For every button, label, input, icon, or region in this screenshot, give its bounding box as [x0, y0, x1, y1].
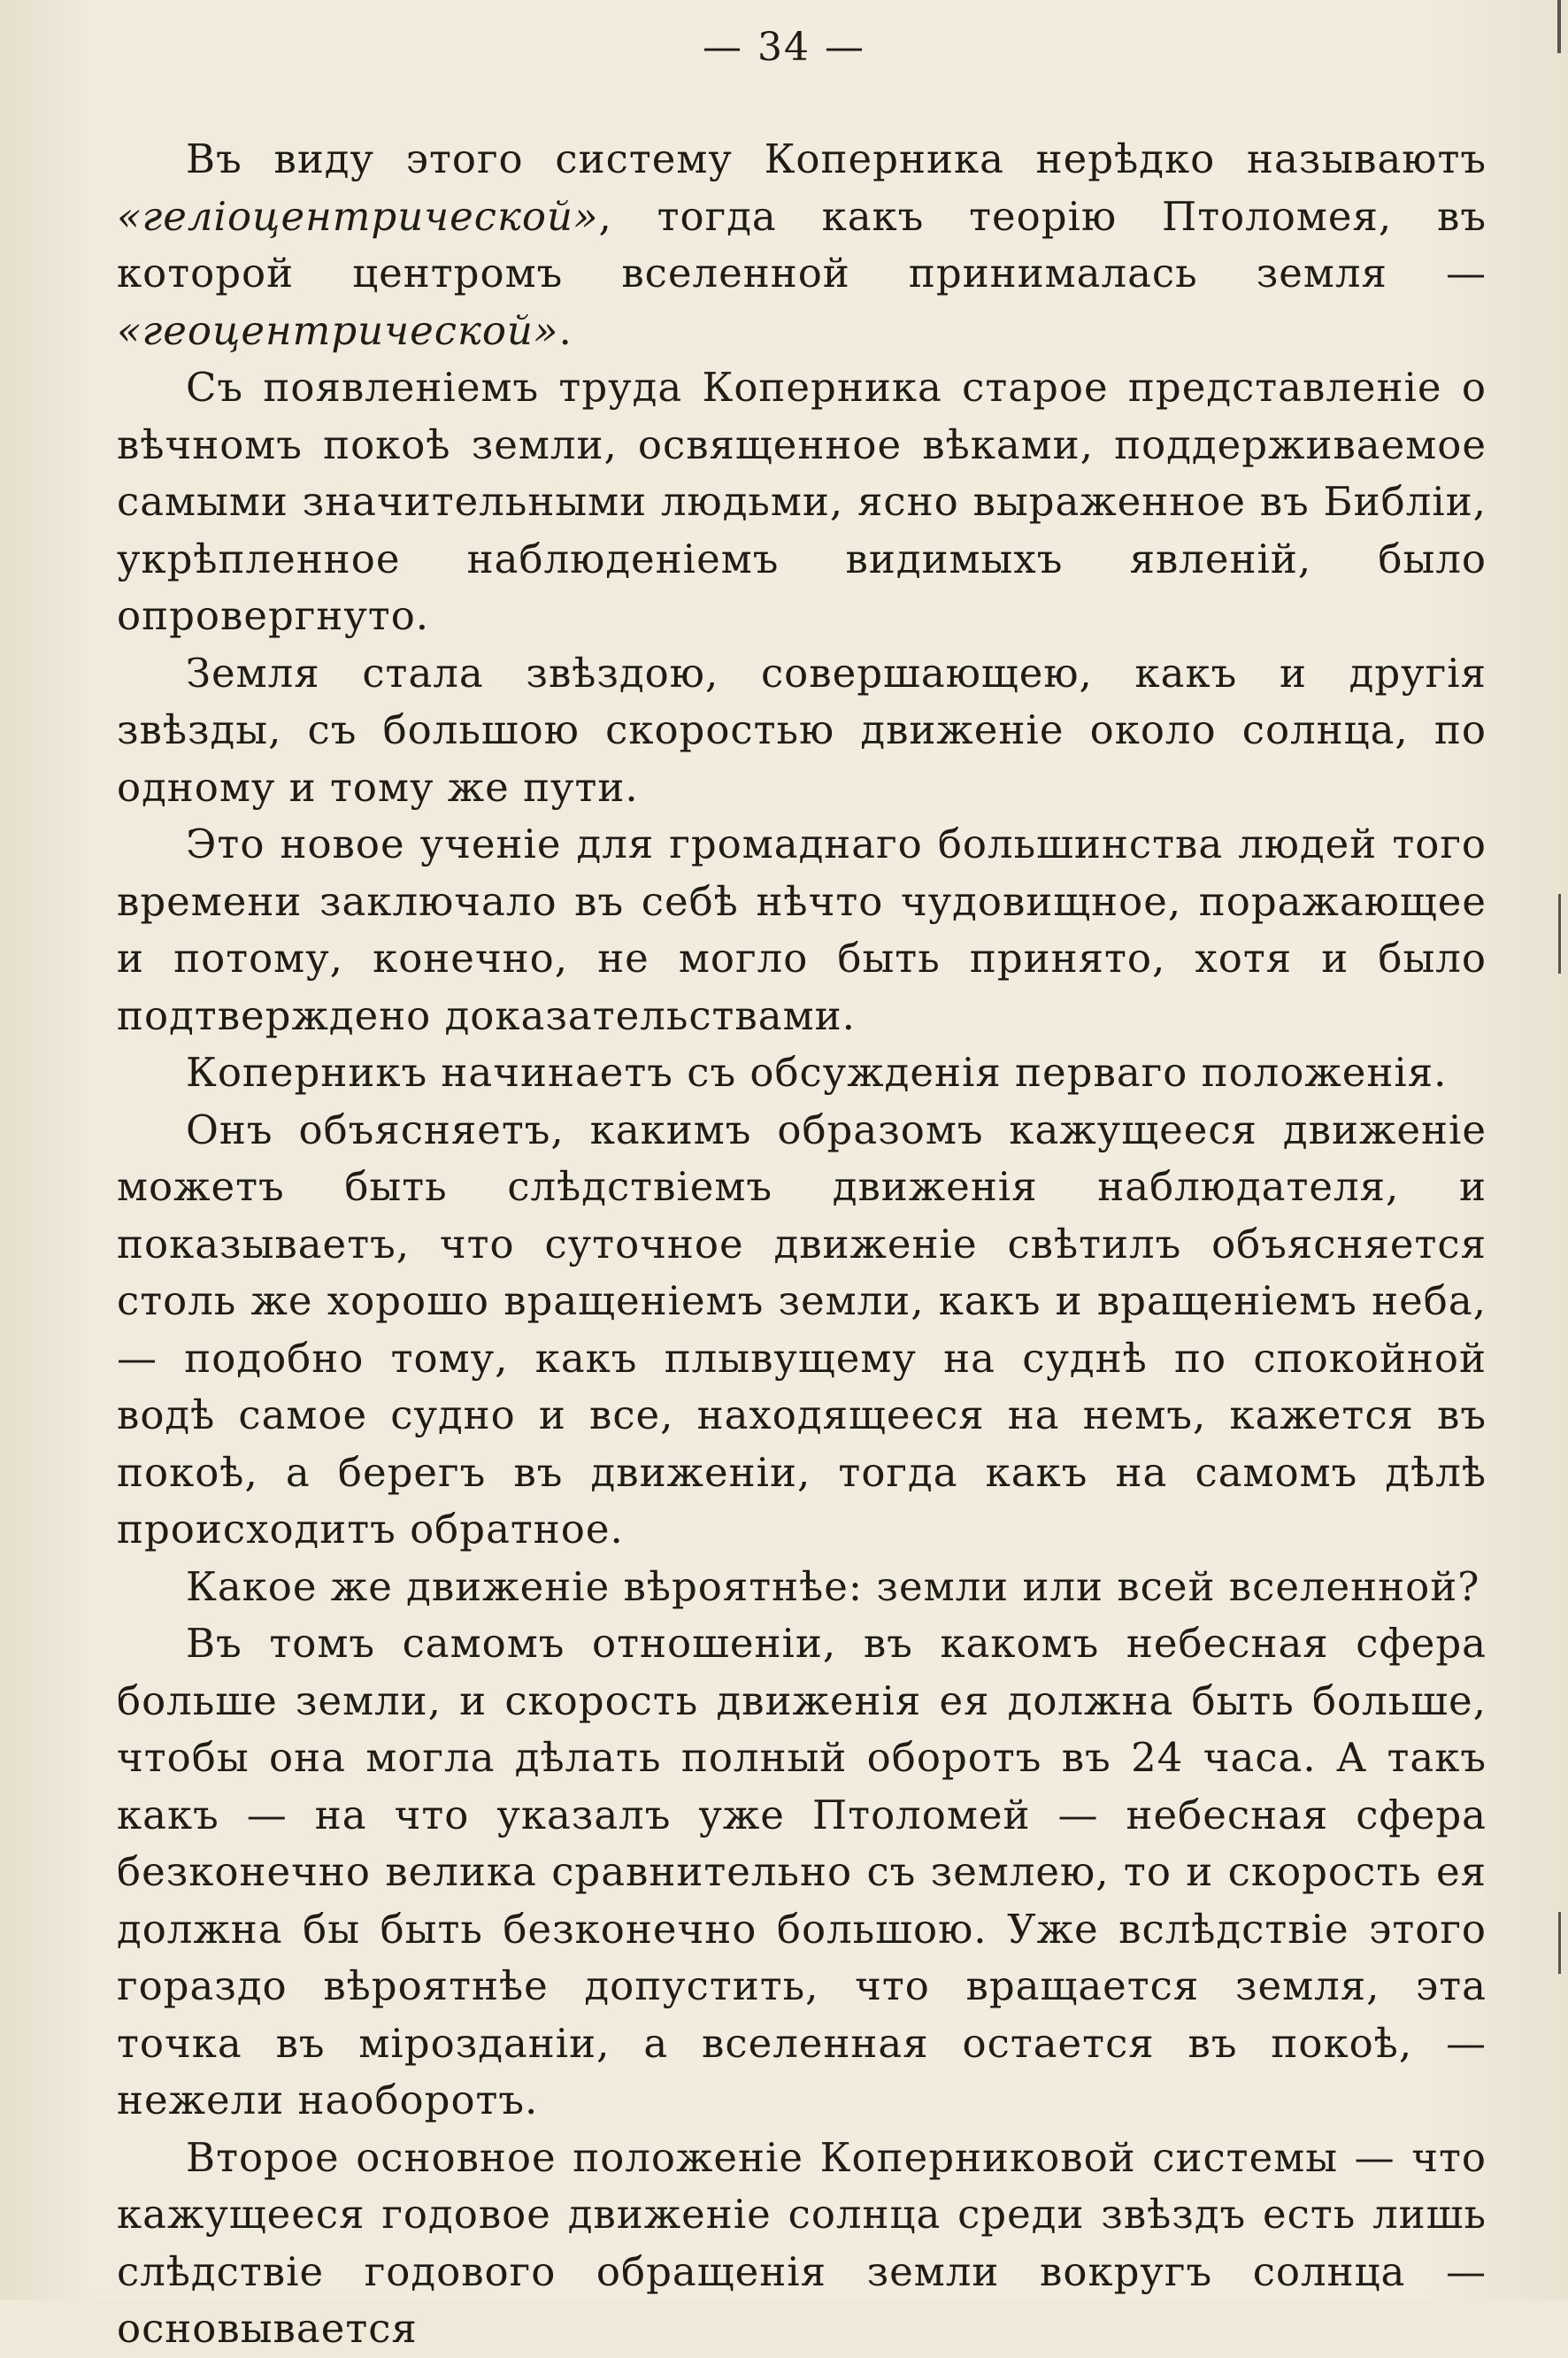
paragraph [117, 645, 1487, 817]
paragraph [117, 1044, 1487, 1102]
paragraph-text: Какое же движеніе вѣроятнѣе: земли или всей вселенной? [186, 1562, 1480, 1610]
paragraph-text: Съ появленіемъ труда Коперника старое представленіе о вѣчномъ покоѣ земли, освященное вѣками, поддерживаемое самыми значительными людьми, ясно выраженное въ Библіи, укрѣпленное наблюденіемъ видимыхъ явленій, было опровергнуто. [117, 364, 1487, 639]
paragraph [117, 816, 1487, 1044]
paragraph-text: Въ виду этого систему Коперника нерѣдко называютъ [186, 135, 1487, 182]
paragraph [117, 2130, 1487, 2358]
body-text [117, 131, 1487, 2358]
paragraph [117, 131, 1487, 359]
paragraph [117, 1559, 1487, 1616]
paragraph-text: , тогда какъ теорію Птоломея, въ которой центромъ вселенной принималась земля — [117, 192, 1487, 297]
paragraph [117, 359, 1487, 645]
page-number: — 34 — [703, 25, 865, 70]
paragraph-text: Земля стала звѣздою, совершающею, какъ и другія звѣзды, съ большою скоростью движеніе около солнца, по одному и тому же пути. [117, 649, 1487, 811]
paragraph-text: Коперникъ начинаетъ съ обсужденія перваго положенія. [186, 1049, 1448, 1096]
paragraph-text: . [558, 306, 573, 354]
italic-term: «геоцентрической» [117, 306, 559, 354]
page-edge-shadow [1558, 1912, 1561, 1974]
paragraph-text: Въ томъ самомъ отношеніи, въ какомъ небесная сфера больше земли, и скорость движенія ея должна быть больше, чтобы она могла дѣлать полный оборотъ въ 24 часа. А такъ какъ — на что указалъ уже Птоломей — небесная сфера безконечно велика сравнительно съ землею, то и скорость ея должна бы быть безконечно большою. Уже вслѣдствіе этого гораздо вѣроятнѣе допустить, что вращается земля, эта точка въ мірозданіи, а вселенная остается въ покоѣ, — нежели наоборотъ. [117, 1620, 1487, 2123]
paragraph-text: Это новое ученіе для громаднаго большинства людей того времени заключало въ себѣ нѣчто чудовищное, поражающее и потому, конечно, не могло быть принято, хотя и было подтверждено доказательствами. [117, 821, 1487, 1039]
paragraph-text: Онъ объясняетъ, какимъ образомъ кажущееся движеніе можетъ быть слѣдствіемъ движенія наблюдателя, и показываетъ, что суточное движеніе свѣтилъ объясняется столь же хорошо вращеніемъ земли, какъ и вращеніемъ неба, — подобно тому, какъ плывущему на суднѣ по спокойной водѣ самое судно и все, находящееся на немъ, кажется въ покоѣ, а берегъ въ движеніи, тогда какъ на самомъ дѣлѣ происходитъ обратное. [117, 1106, 1487, 1553]
page-edge-shadow [1558, 894, 1561, 974]
paragraph-text: Второе основное положеніе Коперниковой системы — что кажущееся годовое движеніе солнца среди звѣздъ есть лишь слѣдствіе годового обращенія земли вокругъ солнца — основывается [117, 2133, 1487, 2352]
page-edge-shadow [1557, 0, 1561, 53]
paragraph [117, 1102, 1487, 1559]
italic-term: «геліоцентрической» [117, 192, 599, 240]
paragraph [117, 1615, 1487, 2130]
